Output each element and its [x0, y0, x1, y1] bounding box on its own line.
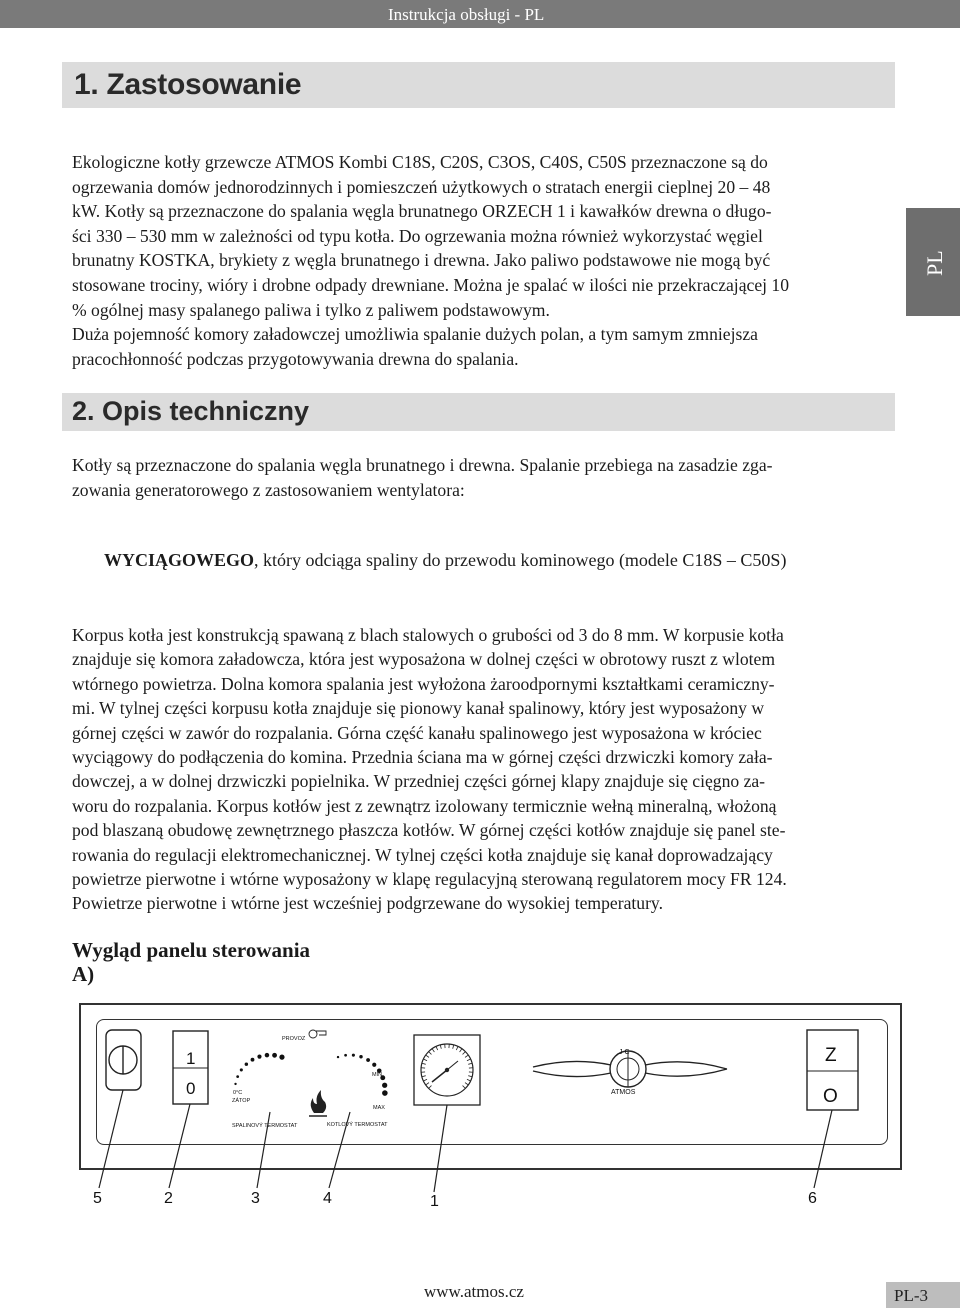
text-line: Powietrze pierwotne i wtórne jest wcześniej podgrzewane do wysokiej temperatury.	[72, 893, 663, 914]
provoz-label: PROVOZ	[282, 1036, 306, 1042]
callout-2: 2	[164, 1190, 173, 1207]
callout-3: 3	[251, 1190, 260, 1207]
dial-dot	[234, 1083, 236, 1085]
dial-dot	[344, 1054, 347, 1057]
dial-dot	[257, 1055, 261, 1059]
text-line: mi. W tylnej części korpusu kotła znajduje się pionowy kanał spalinowy, który jest wyposażony w	[72, 698, 765, 719]
flue-gas-thermostat-dial[interactable]	[232, 1030, 326, 1129]
callout-4: 4	[323, 1190, 332, 1207]
text-line: wyciągowy do podłączenia do komina. Przednia ściana ma w górnej części drzwiczki komory zała-	[72, 747, 773, 768]
callout-5: 5	[93, 1190, 102, 1207]
dial-dot	[372, 1063, 376, 1067]
dial-dot	[279, 1055, 284, 1060]
dial-dot	[352, 1054, 355, 1057]
flame-icon	[309, 1090, 327, 1116]
spalinovy-label: SPALINOVÝ TERMOSTAT	[232, 1123, 298, 1129]
text-line: kW. Kotły są przeznaczone do spalania węgla brunatnego ORZECH 1 i kawałków drewna o długo-	[72, 201, 772, 222]
max-label: MAX	[373, 1105, 385, 1111]
text-line: Duża pojemność komory załadowczej umożliwia spalanie dużych polan, a tym samym zmniejsza	[72, 324, 758, 345]
text-line: dowczej, a w dolnej drzwiczki popielnika. W przedniej części górnej klapy znajduje się cięgno za-	[72, 771, 766, 792]
right-switch-top-label: Z	[825, 1045, 837, 1066]
dial-dot	[245, 1062, 248, 1065]
text-line: górnej części w zawór do rozpalania. Górna część kanału spalinowego jest wyposażona w króciec	[72, 722, 762, 743]
switch-off-label: 0	[186, 1079, 196, 1098]
text-line: stosowane trociny, wióry i drobne odpady drewniane. Można je spalać w ilości nie przekraczającej 10	[72, 274, 790, 295]
thermometer-gauge	[414, 1035, 480, 1105]
callout-1: 1	[430, 1193, 439, 1210]
dial-dot	[251, 1058, 255, 1062]
switch-on-label: 1	[186, 1049, 196, 1068]
dial-dot	[337, 1056, 339, 1058]
text-line: wtórnego powietrza. Dolna komora spalania jest wyłożona żaroodpornymi kształtkami ceramiczny-	[72, 673, 775, 694]
panel-heading: Wygląd panelu sterowania	[72, 938, 311, 962]
text-line: powietrze pierwotne i wtórne wyposażony w klapę regulacyjną sterowaną regulatorem mocy FR 124.	[72, 869, 787, 890]
text-line: brunatny KOSTKA, brykiety z węgla brunatnego i drewna. Jako paliwo podstawowe nie mogą być	[72, 250, 771, 271]
text-line: Korpus kotła jest konstrukcją spawaną z blach stalowych o grubości od 3 do 8 mm. W korpusie kotła	[72, 625, 784, 645]
main-switch[interactable]	[106, 1030, 141, 1090]
text-line: ści 330 – 530 mm w zależności od typu kotła. Do ogrzewania można również wykorzystać węgiel	[72, 225, 763, 246]
dial-dot	[265, 1053, 270, 1058]
dial-dot	[359, 1055, 362, 1058]
footer-page-box	[886, 1282, 960, 1308]
dial-dot	[236, 1075, 239, 1078]
header-title: Instrukcja obsługi - PL	[388, 5, 545, 24]
language-tab-label: PL	[922, 250, 947, 276]
boiler-start-switch[interactable]	[807, 1030, 858, 1110]
fan-type-bold: WYCIĄGOWEGO	[104, 550, 255, 570]
text-line: % ogólnej masy spalanego paliwa i tylko z paliwem podstawowym.	[72, 299, 550, 320]
zatop-label: ZÁTOP	[232, 1098, 251, 1104]
dial-dot	[382, 1083, 387, 1088]
temp-label: 0°C	[233, 1090, 243, 1096]
text-line: pod blaszaną obudowę zewnętrznego płaszcza kotłów. W górnej części kotłów znajduje się panel ste-	[72, 820, 786, 841]
panel-subheading: A)	[72, 962, 95, 986]
boiler-thermostat-dial[interactable]	[327, 1054, 388, 1128]
logo-bottom-text: ATMOS	[611, 1089, 636, 1096]
footer-url[interactable]: www.atmos.cz	[424, 1282, 524, 1301]
atmos-logo	[533, 1049, 727, 1096]
text-line: Ekologiczne kotły grzewcze ATMOS Kombi C18S, C20S, C3OS, C40S, C50S przeznaczone są do	[72, 152, 768, 172]
text-line: pracochłonność podczas przygotowywania drewna do spalania.	[72, 348, 519, 369]
dial-dot	[272, 1053, 277, 1058]
callout-6: 6	[808, 1190, 817, 1207]
text-line: zowania generatorowego z zastosowaniem wentylatora:	[72, 479, 465, 500]
text-line: woru do rozpalania. Korpus kotłów jest z zewnątrz izolowany termicznie wełną mineralną, włożoną	[72, 795, 777, 816]
section-2-heading: 2. Opis techniczny	[72, 396, 310, 426]
fan-type-rest: , który odciąga spaliny do przewodu kominowego (modele C18S – C50S)	[254, 550, 787, 570]
logo-top-text: J C	[619, 1049, 630, 1056]
section-1-heading: 1. Zastosowanie	[74, 68, 302, 101]
fan-icon	[309, 1030, 326, 1038]
dial-dot	[366, 1058, 370, 1062]
footer-page-number: PL-3	[894, 1286, 928, 1305]
text-line: Kotły są przeznaczone do spalania węgla brunatnego i drewna. Spalanie przebiega na zasadzie zga-	[72, 455, 773, 475]
kotlovy-label: KOTLOVÝ TERMOSTAT	[327, 1122, 388, 1128]
dial-dot	[382, 1090, 388, 1096]
pump-switch[interactable]	[173, 1031, 208, 1104]
text-line: ogrzewania domów jednorodzinnych i pomieszczeń użytkowych o stratach energii cieplnej 20 – 48	[72, 176, 771, 197]
right-switch-bottom-label: O	[823, 1086, 838, 1107]
dial-dot	[240, 1068, 243, 1071]
text-line: znajduje się komora załadowcza, która jest wyposażona w dolnej części w obrotowy ruszt z wlotem	[72, 649, 776, 670]
text-line: rowania do regulacji elektromechanicznej. W tylnej części kotła znajduje się kanał doprowadzający	[72, 844, 773, 865]
min-label: MIN	[372, 1072, 383, 1078]
